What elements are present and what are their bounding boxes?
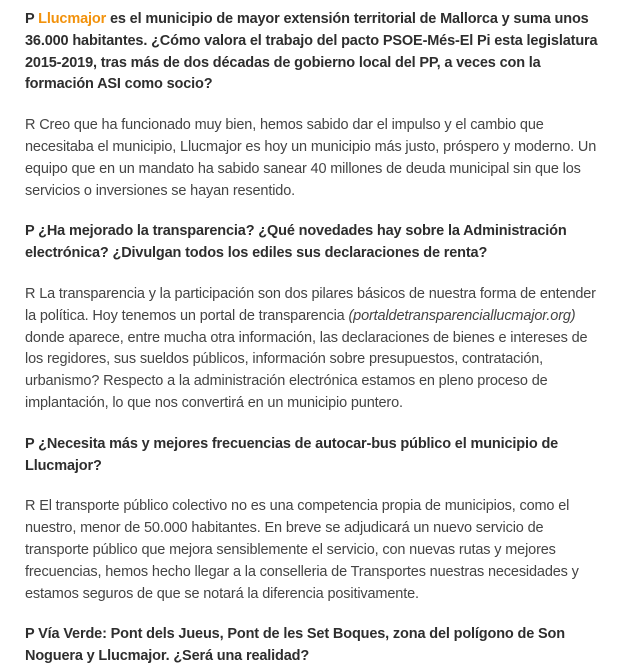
question-paragraph (25, 434, 598, 478)
interview-article (25, 9, 598, 668)
answer-text: donde aparece, entre mucha otra información, las declaraciones de bienes e intereses de los regidores, sus sueldos públicos, información sobre presupuestos, contratación, urbanismo? Respecto a la administración electrónica estamos en pleno proceso de implantación, lo que nos convertirá en un municipio puntero. (25, 329, 588, 411)
question-paragraph (25, 221, 598, 265)
answer-paragraph (25, 115, 598, 202)
question-paragraph (25, 624, 598, 668)
question-paragraph (25, 9, 598, 96)
question-text: P Vía Verde: Pont dels Jueus, Pont de les Set Boques, zona del polígono de Son Noguera y Llucmajor. ¿Será una realidad? (25, 626, 565, 665)
question-text: P ¿Necesita más y mejores frecuencias de autocar-bus público el municipio de Llucmajor? (25, 435, 559, 474)
answer-text: R Creo que ha funcionado muy bien, hemos sabido dar el impulso y el cambio que necesitaba el municipio, Llucmajor es hoy un municipio más justo, próspero y moderno. Un equipo que en un mandato ha sabido sanear 40 millones de deuda municipal sin que los servicios o inversiones se hayan resentido. (25, 117, 597, 199)
question-text: P ¿Ha mejorado la transparencia? ¿Qué novedades hay sobre la Administración electrónica? ¿Divulgan todos los ediles sus declaraciones de renta? (25, 223, 567, 262)
llucmajor-link[interactable]: Llucmajor (38, 11, 107, 27)
answer-text: R La transparencia y la participación son dos pilares básicos de nuestra forma de entender la política. Hoy tenemos un portal de transparencia (25, 285, 596, 324)
question-text: es el municipio de mayor extensión territorial de Mallorca y suma unos 36.000 habitantes. ¿Cómo valora el trabajo del pacto PSOE-Més-El Pi esta legislatura 2015-2019, tras más de dos décadas de gobierno local del PP, a veces con la formación ASI como socio? (25, 11, 598, 93)
answer-paragraph (25, 496, 598, 605)
question-text: P (25, 11, 39, 27)
answer-paragraph (25, 284, 598, 415)
answer-text: R El transporte público colectivo no es una competencia propia de municipios, como el nuestro, menor de 50.000 habitantes. En breve se adjudicará un nuevo servicio de transporte público que mejora sensiblemente el servicio, con nuevas rutas y mejores frecuencias, hemos hecho llegar a la conselleria de Transportes nuestras necesidades y estamos seguros de que se notará la diferencia positivamente. (25, 498, 579, 602)
portal-url-text: (portaldetransparenciallucmajor.org) (348, 307, 576, 324)
